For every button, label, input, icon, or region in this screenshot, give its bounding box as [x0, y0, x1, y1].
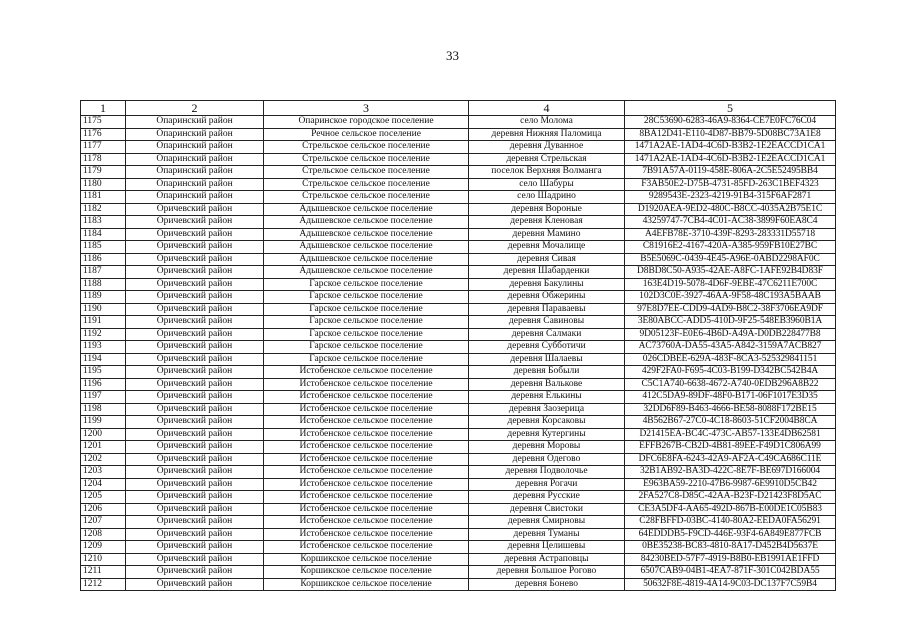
village-cell: деревня Валькове	[469, 378, 625, 391]
village-cell: деревня Шабарденки	[469, 266, 625, 279]
table-row	[81, 378, 836, 391]
village-cell: деревня Субботичи	[469, 341, 625, 354]
guid-cell: A4EFB78E-3710-439F-8293-283331D55718	[625, 228, 836, 241]
village-cell: деревня Стрельская	[469, 153, 625, 166]
row-number-cell: 1195	[81, 366, 126, 379]
district-cell: Опаринский район	[126, 153, 264, 166]
settlement-cell: Истобенское сельское поселение	[264, 428, 469, 441]
village-cell: поселок Верхняя Волманга	[469, 166, 625, 179]
settlement-cell: Истобенское сельское поселение	[264, 403, 469, 416]
row-number-cell: 1212	[81, 578, 126, 591]
guid-cell: DFC6E8FA-6243-42A9-AF2A-C49CA686C11E	[625, 453, 836, 466]
village-cell: село Молома	[469, 116, 625, 129]
row-number-cell: 1194	[81, 353, 126, 366]
guid-cell: C28FBFFD-03BC-4140-80A2-EEDA0FA56291	[625, 516, 836, 529]
district-cell: Оричевский район	[126, 241, 264, 254]
settlement-cell: Истобенское сельское поселение	[264, 466, 469, 479]
table-row	[81, 116, 836, 129]
guid-cell: D21415EA-BC4C-473C-AB57-133E4DB62581	[625, 428, 836, 441]
village-cell: деревня Одегово	[469, 453, 625, 466]
table-row	[81, 391, 836, 404]
table-row	[81, 578, 836, 591]
district-cell: Оричевский район	[126, 366, 264, 379]
settlement-cell: Истобенское сельское поселение	[264, 366, 469, 379]
village-cell: деревня Подволочье	[469, 466, 625, 479]
village-cell: деревня Салмаки	[469, 328, 625, 341]
row-number-cell: 1190	[81, 303, 126, 316]
row-number-cell: 1206	[81, 503, 126, 516]
settlement-cell: Гарское сельское поселение	[264, 278, 469, 291]
settlement-cell: Гарское сельское поселение	[264, 316, 469, 329]
column-header-number: 1	[81, 101, 126, 116]
guid-cell: 28C53690-6283-46A9-8364-CE7E0FC76C04	[625, 116, 836, 129]
guid-cell: EFFB267B-CB2D-4B81-89EE-F49D1C806A99	[625, 441, 836, 454]
settlement-cell: Речное сельское поселение	[264, 128, 469, 141]
table-row	[81, 278, 836, 291]
table-row	[81, 266, 836, 279]
guid-cell: 50632F8E-4819-4A14-9C03-DC137F7C59B4	[625, 578, 836, 591]
village-cell: деревня Обжерины	[469, 291, 625, 304]
settlement-cell: Истобенское сельское поселение	[264, 503, 469, 516]
row-number-cell: 1199	[81, 416, 126, 429]
village-cell: деревня Елькины	[469, 391, 625, 404]
district-cell: Оричевский район	[126, 228, 264, 241]
row-number-cell: 1192	[81, 328, 126, 341]
district-cell: Оричевский район	[126, 466, 264, 479]
row-number-cell: 1181	[81, 191, 126, 204]
district-cell: Опаринский район	[126, 128, 264, 141]
guid-cell: 163E4D19-5078-4D6F-9EBE-47C6211E700C	[625, 278, 836, 291]
table-row	[81, 528, 836, 541]
row-number-cell: 1210	[81, 553, 126, 566]
guid-cell: 84230BED-57F7-4919-B8B0-EB1991AE1FFD	[625, 553, 836, 566]
district-cell: Оричевский район	[126, 541, 264, 554]
table-row	[81, 516, 836, 529]
district-cell: Оричевский район	[126, 528, 264, 541]
row-number-cell: 1201	[81, 441, 126, 454]
village-cell: деревня Кленовая	[469, 216, 625, 229]
guid-cell: 64EDDDB5-F9CD-446E-93F4-6A849E877FCB	[625, 528, 836, 541]
table-row	[81, 291, 836, 304]
table-row	[81, 128, 836, 141]
settlement-cell: Стрельское сельское поселение	[264, 178, 469, 191]
guid-cell: 412C5DA9-89DF-48F0-B171-06F1017E3D35	[625, 391, 836, 404]
settlement-registry-table	[80, 100, 836, 591]
village-cell: деревня Нижняя Паломица	[469, 128, 625, 141]
table-row	[81, 166, 836, 179]
district-cell: Оричевский район	[126, 341, 264, 354]
row-number-cell: 1205	[81, 491, 126, 504]
village-cell: деревня Целишевы	[469, 541, 625, 554]
village-cell: деревня Туманы	[469, 528, 625, 541]
guid-cell: 6507CAB9-04B1-4EA7-871F-301C042BDA55	[625, 566, 836, 579]
guid-cell: 97E8D7EE-CDD9-4AD9-B8C2-38F3706EA9DF	[625, 303, 836, 316]
settlement-cell: Опаринское городское поселение	[264, 116, 469, 129]
settlement-cell: Гарское сельское поселение	[264, 353, 469, 366]
village-cell: деревня Бобыли	[469, 366, 625, 379]
table-row	[81, 453, 836, 466]
row-number-cell: 1180	[81, 178, 126, 191]
guid-cell: 0BE35238-BC83-4810-8A17-D452B4D5637E	[625, 541, 836, 554]
row-number-cell: 1184	[81, 228, 126, 241]
district-cell: Опаринский район	[126, 166, 264, 179]
district-cell: Оричевский район	[126, 503, 264, 516]
district-cell: Опаринский район	[126, 191, 264, 204]
district-cell: Оричевский район	[126, 278, 264, 291]
district-cell: Оричевский район	[126, 253, 264, 266]
row-number-cell: 1189	[81, 291, 126, 304]
column-header-settlement: 3	[264, 101, 469, 116]
settlement-cell: Стрельское сельское поселение	[264, 166, 469, 179]
guid-cell: D8BD8C50-A935-42AE-A8FC-1AFE92B4D83F	[625, 266, 836, 279]
row-number-cell: 1200	[81, 428, 126, 441]
village-cell: деревня Кутергины	[469, 428, 625, 441]
settlement-cell: Гарское сельское поселение	[264, 291, 469, 304]
settlement-cell: Коршикское сельское поселение	[264, 566, 469, 579]
table-row	[81, 553, 836, 566]
settlement-cell: Истобенское сельское поселение	[264, 478, 469, 491]
settlement-cell: Истобенское сельское поселение	[264, 453, 469, 466]
table-row	[81, 203, 836, 216]
settlement-cell: Гарское сельское поселение	[264, 341, 469, 354]
guid-cell: 429F2FA0-F695-4C03-B199-D342BC542B4A	[625, 366, 836, 379]
row-number-cell: 1186	[81, 253, 126, 266]
row-number-cell: 1179	[81, 166, 126, 179]
guid-cell: C81916E2-4167-420A-A385-959FB10E27BC	[625, 241, 836, 254]
village-cell: деревня Корсаковы	[469, 416, 625, 429]
district-cell: Оричевский район	[126, 266, 264, 279]
settlement-cell: Адышевское сельское поселение	[264, 203, 469, 216]
guid-cell: 32B1AB92-BA3D-422C-8E7F-BE697D166004	[625, 466, 836, 479]
village-cell: деревня Мочалище	[469, 241, 625, 254]
row-number-cell: 1175	[81, 116, 126, 129]
district-cell: Оричевский район	[126, 353, 264, 366]
row-number-cell: 1203	[81, 466, 126, 479]
village-cell: село Шадрино	[469, 191, 625, 204]
settlement-cell: Стрельское сельское поселение	[264, 191, 469, 204]
table-row	[81, 191, 836, 204]
village-cell: село Шабуры	[469, 178, 625, 191]
guid-cell: 1471A2AE-1AD4-4C6D-B3B2-1E2EACCD1CA1	[625, 153, 836, 166]
guid-cell: E963BA59-2210-47B6-9987-6E9910D5CB42	[625, 478, 836, 491]
guid-cell: 4B562B67-27C0-4C18-8603-51CF2004B8CA	[625, 416, 836, 429]
row-number-cell: 1185	[81, 241, 126, 254]
guid-cell: B5E5069C-0439-4E45-A96E-0ABD2298AF0C	[625, 253, 836, 266]
village-cell: деревня Моровы	[469, 441, 625, 454]
district-cell: Опаринский район	[126, 116, 264, 129]
settlement-cell: Истобенское сельское поселение	[264, 441, 469, 454]
guid-cell: 102D3C0E-3927-46AA-9F58-48C193A5BAAB	[625, 291, 836, 304]
settlement-cell: Гарское сельское поселение	[264, 303, 469, 316]
guid-cell: 1471A2AE-1AD4-4C6D-B3B2-1E2EACCD1CA1	[625, 141, 836, 154]
village-cell: деревня Савиновы	[469, 316, 625, 329]
table-row	[81, 441, 836, 454]
village-cell: деревня Параваевы	[469, 303, 625, 316]
table-row	[81, 541, 836, 554]
district-cell: Опаринский район	[126, 141, 264, 154]
row-number-cell: 1209	[81, 541, 126, 554]
table-row	[81, 141, 836, 154]
settlement-cell: Адышевское сельское поселение	[264, 241, 469, 254]
district-cell: Опаринский район	[126, 178, 264, 191]
row-number-cell: 1182	[81, 203, 126, 216]
guid-cell: 7B91A57A-0119-458E-806A-2C5E52495BB4	[625, 166, 836, 179]
table-row	[81, 228, 836, 241]
settlement-cell: Адышевское сельское поселение	[264, 253, 469, 266]
settlement-cell: Истобенское сельское поселение	[264, 416, 469, 429]
settlement-cell: Стрельское сельское поселение	[264, 153, 469, 166]
settlement-cell: Истобенское сельское поселение	[264, 391, 469, 404]
guid-cell: AC73760A-DA55-43A5-A842-3159A7ACB827	[625, 341, 836, 354]
district-cell: Оричевский район	[126, 416, 264, 429]
table-row	[81, 366, 836, 379]
table-header-row	[81, 101, 836, 116]
row-number-cell: 1202	[81, 453, 126, 466]
row-number-cell: 1207	[81, 516, 126, 529]
table-row	[81, 566, 836, 579]
row-number-cell: 1193	[81, 341, 126, 354]
table-row	[81, 353, 836, 366]
guid-cell: 8BA12D41-E110-4D87-BB79-5D08BC73A1E8	[625, 128, 836, 141]
row-number-cell: 1188	[81, 278, 126, 291]
district-cell: Оричевский район	[126, 203, 264, 216]
village-cell: деревня Дуванное	[469, 141, 625, 154]
row-number-cell: 1191	[81, 316, 126, 329]
guid-cell: CE3A5DF4-AA65-492D-867B-E00DE1C05B83	[625, 503, 836, 516]
village-cell: деревня Бакулины	[469, 278, 625, 291]
district-cell: Оричевский район	[126, 441, 264, 454]
table-row	[81, 403, 836, 416]
row-number-cell: 1196	[81, 378, 126, 391]
table-row	[81, 478, 836, 491]
table-body	[81, 116, 836, 591]
settlement-cell: Коршикское сельское поселение	[264, 553, 469, 566]
settlement-cell: Адышевское сельское поселение	[264, 216, 469, 229]
guid-cell: 3E80ABCC-ADD5-410D-9F25-548EB3960B1A	[625, 316, 836, 329]
column-header-district: 2	[126, 101, 264, 116]
table-row	[81, 178, 836, 191]
row-number-cell: 1183	[81, 216, 126, 229]
table-row	[81, 316, 836, 329]
village-cell: деревня Смирновы	[469, 516, 625, 529]
settlement-cell: Истобенское сельское поселение	[264, 378, 469, 391]
village-cell: деревня Большое Рогово	[469, 566, 625, 579]
table-row	[81, 303, 836, 316]
guid-cell: 32DD6F89-B463-4666-BE58-8088F172BE15	[625, 403, 836, 416]
row-number-cell: 1176	[81, 128, 126, 141]
guid-cell: 9289543E-2323-4219-91B4-315F6AF2871	[625, 191, 836, 204]
district-cell: Оричевский район	[126, 303, 264, 316]
district-cell: Оричевский район	[126, 478, 264, 491]
guid-cell: D1920AEA-9ED2-480C-B8CC-4035A2B75E1C	[625, 203, 836, 216]
district-cell: Оричевский район	[126, 291, 264, 304]
table-row	[81, 241, 836, 254]
table-row	[81, 328, 836, 341]
guid-cell: F3AB50E2-D75B-4731-85FD-263C1BEF4323	[625, 178, 836, 191]
village-cell: деревня Русские	[469, 491, 625, 504]
guid-cell: C5C1A740-6638-4672-A740-0EDB296A8B22	[625, 378, 836, 391]
district-cell: Оричевский район	[126, 491, 264, 504]
column-header-guid: 5	[625, 101, 836, 116]
village-cell: деревня Вороные	[469, 203, 625, 216]
table-row	[81, 466, 836, 479]
page-number: 33	[446, 48, 459, 63]
table-row	[81, 153, 836, 166]
settlement-cell: Истобенское сельское поселение	[264, 528, 469, 541]
guid-cell: 2FA527C8-D85C-42AA-B23F-D21423F8D5AC	[625, 491, 836, 504]
district-cell: Оричевский район	[126, 516, 264, 529]
district-cell: Оричевский район	[126, 328, 264, 341]
row-number-cell: 1211	[81, 566, 126, 579]
district-cell: Оричевский район	[126, 578, 264, 591]
district-cell: Оричевский район	[126, 566, 264, 579]
village-cell: деревня Свистоки	[469, 503, 625, 516]
row-number-cell: 1204	[81, 478, 126, 491]
row-number-cell: 1208	[81, 528, 126, 541]
settlement-cell: Адышевское сельское поселение	[264, 266, 469, 279]
table-row	[81, 428, 836, 441]
guid-cell: 9D05123F-E0E6-4B6D-A49A-D0DB228477B8	[625, 328, 836, 341]
district-cell: Оричевский район	[126, 391, 264, 404]
settlement-cell: Истобенское сельское поселение	[264, 491, 469, 504]
village-cell: деревня Мамино	[469, 228, 625, 241]
settlement-cell: Адышевское сельское поселение	[264, 228, 469, 241]
village-cell: деревня Заозерица	[469, 403, 625, 416]
settlement-cell: Коршикское сельское поселение	[264, 578, 469, 591]
row-number-cell: 1177	[81, 141, 126, 154]
settlement-cell: Гарское сельское поселение	[264, 328, 469, 341]
row-number-cell: 1198	[81, 403, 126, 416]
table-row	[81, 416, 836, 429]
row-number-cell: 1197	[81, 391, 126, 404]
village-cell: деревня Сивая	[469, 253, 625, 266]
column-header-village: 4	[469, 101, 625, 116]
table-row	[81, 253, 836, 266]
village-cell: деревня Шалаевы	[469, 353, 625, 366]
row-number-cell: 1187	[81, 266, 126, 279]
district-cell: Оричевский район	[126, 553, 264, 566]
village-cell: деревня Рогачи	[469, 478, 625, 491]
settlement-cell: Истобенское сельское поселение	[264, 516, 469, 529]
table-row	[81, 341, 836, 354]
table-row	[81, 503, 836, 516]
settlement-cell: Стрельское сельское поселение	[264, 141, 469, 154]
village-cell: деревня Астраповцы	[469, 553, 625, 566]
settlement-cell: Истобенское сельское поселение	[264, 541, 469, 554]
district-cell: Оричевский район	[126, 316, 264, 329]
table-row	[81, 491, 836, 504]
district-cell: Оричевский район	[126, 453, 264, 466]
district-cell: Оричевский район	[126, 428, 264, 441]
row-number-cell: 1178	[81, 153, 126, 166]
district-cell: Оричевский район	[126, 403, 264, 416]
guid-cell: 43259747-7CB4-4C01-AC38-3899F60EA8C4	[625, 216, 836, 229]
district-cell: Оричевский район	[126, 378, 264, 391]
table-row	[81, 216, 836, 229]
guid-cell: 026CDBEE-629A-483F-8CA3-525329841151	[625, 353, 836, 366]
district-cell: Оричевский район	[126, 216, 264, 229]
village-cell: деревня Бонево	[469, 578, 625, 591]
